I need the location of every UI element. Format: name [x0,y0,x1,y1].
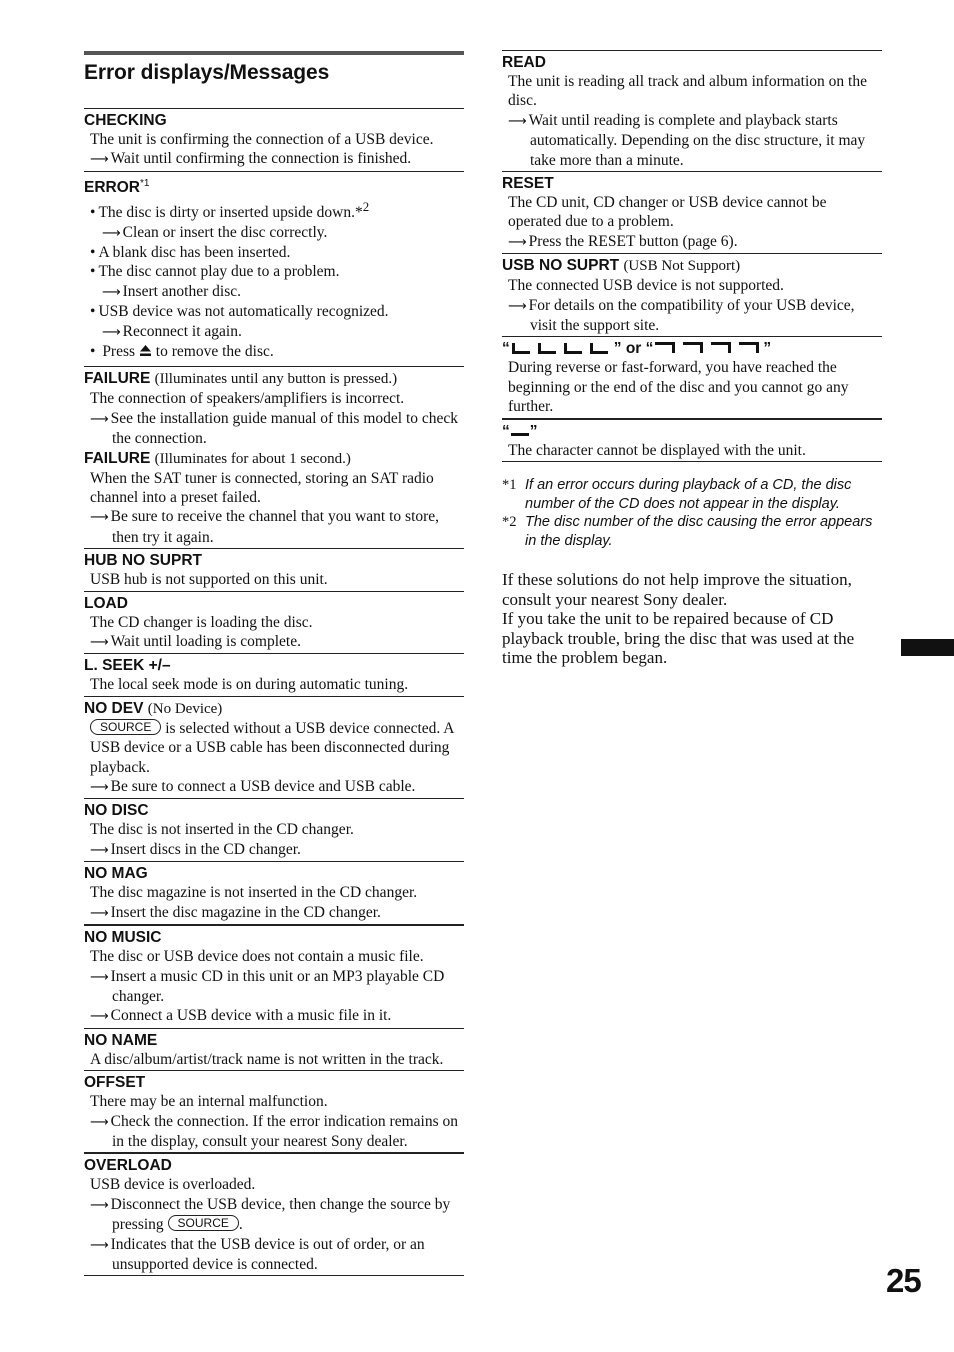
closing-text: If these solutions do not help improve the situation, consult your nearest Sony dealer. [502,570,852,609]
entry-text: The unit is reading all track and album information on the disc. [508,73,867,110]
quote-mark: “ [502,340,510,358]
entry-heading: RESET [502,175,554,193]
entry-offset [84,1070,464,1152]
entry-text: There may be an internal malfunction. [90,1093,328,1111]
footnote-mark: *2 [502,514,517,531]
bullet-text: to remove the disc. [155,342,274,360]
entry-segment-display [502,336,882,417]
entry-heading: NO MUSIC [84,929,162,947]
entry-reset [502,171,882,253]
bullet-action: ⟶ Insert another disc. [84,282,464,302]
entry-heading: OVERLOAD [84,1157,172,1175]
entry-text [84,719,464,777]
entry-action: ⟶ Be sure to connect a USB device and USB cable. [84,777,464,797]
entry-heading [502,256,882,276]
heading-text: NO DEV [84,699,144,717]
entry-heading [84,699,464,719]
entry-heading [84,174,464,197]
entry-action: ⟶ Wait until reading is complete and playback starts automatically. Depending on the disc structure, it may take more than a minute. [502,111,882,170]
source-button-label: SOURCE [90,719,161,735]
closing-paragraph [502,570,882,668]
entry-heading [502,422,882,441]
entry-heading: CHECKING [84,112,167,129]
entry-text: During reverse or fast-forward, you have reached the beginning or the end of the disc and you cannot go any further. [508,359,849,416]
entry-l-seek [84,653,464,695]
heading-note: (Illuminates for about 1 second.) [154,450,351,467]
entry-text: When the SAT tuner is connected, storing an SAT radio channel into a preset failed. [90,469,434,506]
left-column [84,50,464,1276]
entry-load [84,591,464,654]
entry-usb-no-suprt [502,253,882,336]
entry-text: The connection of speakers/amplifiers is incorrect. [90,390,405,408]
entry-no-name [84,1028,464,1070]
entry-text: The CD changer is loading the disc. [90,613,313,631]
entry-no-dev [84,696,464,799]
entry-text: The disc or USB device does not contain a music file. [90,948,424,966]
heading-text: ERROR [84,178,140,196]
title-rule [84,51,464,55]
entry-action [84,1195,464,1235]
entry-text: The character cannot be displayed with the unit. [508,441,806,459]
entry-failure-1 [84,366,464,548]
action-text: . [238,1216,243,1234]
section-tab-marker [901,639,954,656]
entry-action: ⟶ Press the RESET button (page 6). [502,232,882,252]
top-segments-icon [653,341,763,355]
entry-heading: HUB NO SUPRT [84,552,202,570]
bullet-item: • USB device was not automatically recognized. [84,302,464,321]
entry-heading: NO DISC [84,802,149,820]
entry-heading: LOAD [84,594,128,612]
entry-heading [502,339,882,358]
entry-text: The connected USB device is not supported. [508,277,784,295]
entry-action: ⟶ Indicates that the USB device is out of order, or an unsupported device is connected. [84,1235,464,1275]
entry-text: The disc magazine is not inserted in the CD changer. [90,884,418,902]
entry-heading: L. SEEK +/– [84,657,171,675]
entry-action: ⟶ Wait until confirming the connection is finished. [84,149,464,169]
entry-text: USB hub is not supported on this unit. [90,571,328,589]
entry-action: ⟶ Wait until loading is complete. [84,632,464,652]
entry-no-disc [84,798,464,861]
heading-text: FAILURE [84,449,151,467]
bullet-item [84,342,464,361]
heading-text: FAILURE [84,370,151,388]
entry-action: ⟶ Connect a USB device with a music file in it. [84,1006,464,1026]
entry-heading [84,449,464,469]
entry-no-mag [84,861,464,924]
entry-heading: NO NAME [84,1031,158,1049]
entry-underscore-display [502,418,882,462]
page-number: 25 [886,1262,921,1299]
bullet-text: The disc is dirty or inserted upside down.* [98,204,363,222]
entry-text: The local seek mode is on during automatic tuning. [90,676,409,694]
entry-action: ⟶ Check the connection. If the error indication remains on in the display, consult your nearest Sony dealer. [84,1112,464,1152]
heading-text: USB NO SUPRT [502,257,620,275]
bullet-action: ⟶ Reconnect it again. [84,322,464,342]
bullet-action: ⟶ Clean or insert the disc correctly. [84,223,464,243]
bottom-segments-icon [510,341,614,355]
entry-text: The CD unit, CD changer or USB device cannot be operated due to a problem. [508,194,827,231]
entry-heading: OFFSET [84,1074,146,1092]
entry-error [84,171,464,363]
quote-mark: “ [502,422,510,440]
entry-heading: NO MAG [84,865,148,883]
entry-heading: READ [502,54,546,71]
entry-text: USB device is overloaded. [90,1176,256,1194]
entry-overload [84,1152,464,1276]
entry-action: ⟶ Insert the disc magazine in the CD changer. [84,903,464,923]
entry-action: ⟶ For details on the compatibility of your USB device, visit the support site. [502,296,882,336]
quote-mark: ” [529,422,538,440]
footnote [502,513,882,550]
eject-icon [139,344,152,357]
bullet-item [84,197,464,223]
heading-note: (Illuminates until any button is pressed.) [154,371,398,388]
closing-text: If you take the unit to be repaired because of CD playback trouble, bring the disc that was used at the time the problem began. [502,609,855,668]
footnote-mark: *1 [502,477,517,494]
source-button-label: SOURCE [168,1215,239,1231]
action-text: Disconnect the USB device, then change the source by pressing [110,1195,451,1234]
entry-action: ⟶ Insert discs in the CD changer. [84,840,464,860]
entry-heading [84,369,464,389]
quote-mark: “ [645,340,654,358]
entry-text-body: is selected without a USB device connected. A USB device or a USB cable has been disconnected during playback. [90,719,454,776]
footnote-text: If an error occurs during playback of a CD, the disc number of the CD does not appear in the display. [525,477,852,512]
entry-no-music [84,924,464,1028]
entry-checking [84,108,464,171]
entry-action: ⟶ See the installation guide manual of this model to check the connection. [84,409,464,449]
page-title: Error displays/Messages [84,61,330,84]
entry-action: ⟶ Insert a music CD in this unit or an MP3 playable CD changer. [84,967,464,1007]
bullet-text: Press [102,342,136,360]
bullet-item: • A blank disc has been inserted. [84,243,464,262]
footnote [502,476,882,513]
entry-text: The disc is not inserted in the CD changer. [90,821,354,839]
quote-mark: ” [613,340,622,358]
footnote-mark: *1 [139,177,150,189]
right-column [502,50,882,668]
heading-note: (No Device) [147,700,223,717]
entry-read [502,50,882,171]
entry-action: ⟶ Be sure to receive the channel that you want to store, then try it again. [84,507,464,547]
quote-mark: ” [763,340,772,358]
heading-note: (USB Not Support) [623,258,741,275]
entry-hub-no-suprt [84,548,464,590]
footnote-mark: 2 [362,198,370,214]
footnote-text: The disc number of the disc causing the error appears in the display. [525,514,873,549]
underscore-segment-icon [510,424,530,438]
entry-text: The unit is confirming the connection of a USB device. [90,131,434,148]
entry-text: A disc/album/artist/track name is not written in the track. [90,1050,444,1068]
or-label: or [625,340,642,358]
bullet-item: • The disc cannot play due to a problem. [84,262,464,281]
